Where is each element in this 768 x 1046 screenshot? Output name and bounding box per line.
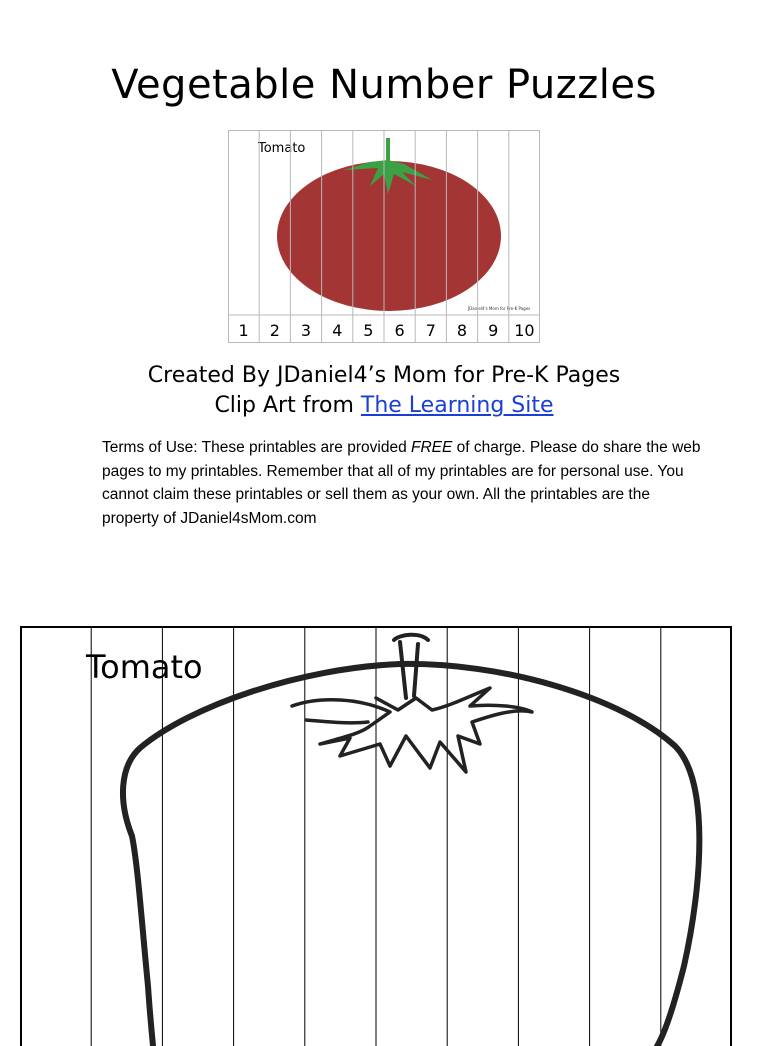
tomato-puzzle-thumbnail <box>228 130 540 343</box>
learning-site-link[interactable]: The Learning Site <box>360 393 554 418</box>
thumbnail-number: 6 <box>394 321 405 340</box>
credit-author: Created By JDaniel4’s Mom for Pre-K Pages <box>147 363 621 388</box>
credit-clipart <box>0 393 768 418</box>
puzzle-label: Tomato <box>86 648 203 686</box>
thumbnail-number: 8 <box>456 321 468 340</box>
thumbnail-number: 4 <box>332 321 343 340</box>
thumbnail-number: 1 <box>238 321 249 340</box>
terms-free-emphasis: FREE <box>411 439 453 456</box>
thumbnail-number: 10 <box>514 321 535 340</box>
tomato-puzzle-sheet <box>20 626 732 1046</box>
thumbnail-watermark: JDaniel4's Mom for Pre-K Pages <box>468 306 531 311</box>
thumbnail-number: 5 <box>363 321 374 340</box>
terms-text-2: of charge. Please do share the web pages to my printables. Remember that all of my printables are for personal use. You cannot claim these printables or sell them as your own. All the printables are the property of JDaniel4sMom.com <box>102 439 701 527</box>
credit-clipart-prefix: Clip Art from <box>214 393 361 418</box>
thumbnail-number: 3 <box>300 321 312 340</box>
thumbnail-label: Tomato <box>258 141 306 156</box>
terms-text-1: Terms of Use: These printables are provided <box>102 439 412 456</box>
terms-of-use <box>102 436 702 530</box>
page-title: Vegetable Number Puzzles <box>111 62 657 108</box>
thumbnail-number: 2 <box>269 321 280 340</box>
thumbnail-number: 9 <box>488 321 499 340</box>
thumbnail-number: 7 <box>425 321 436 340</box>
